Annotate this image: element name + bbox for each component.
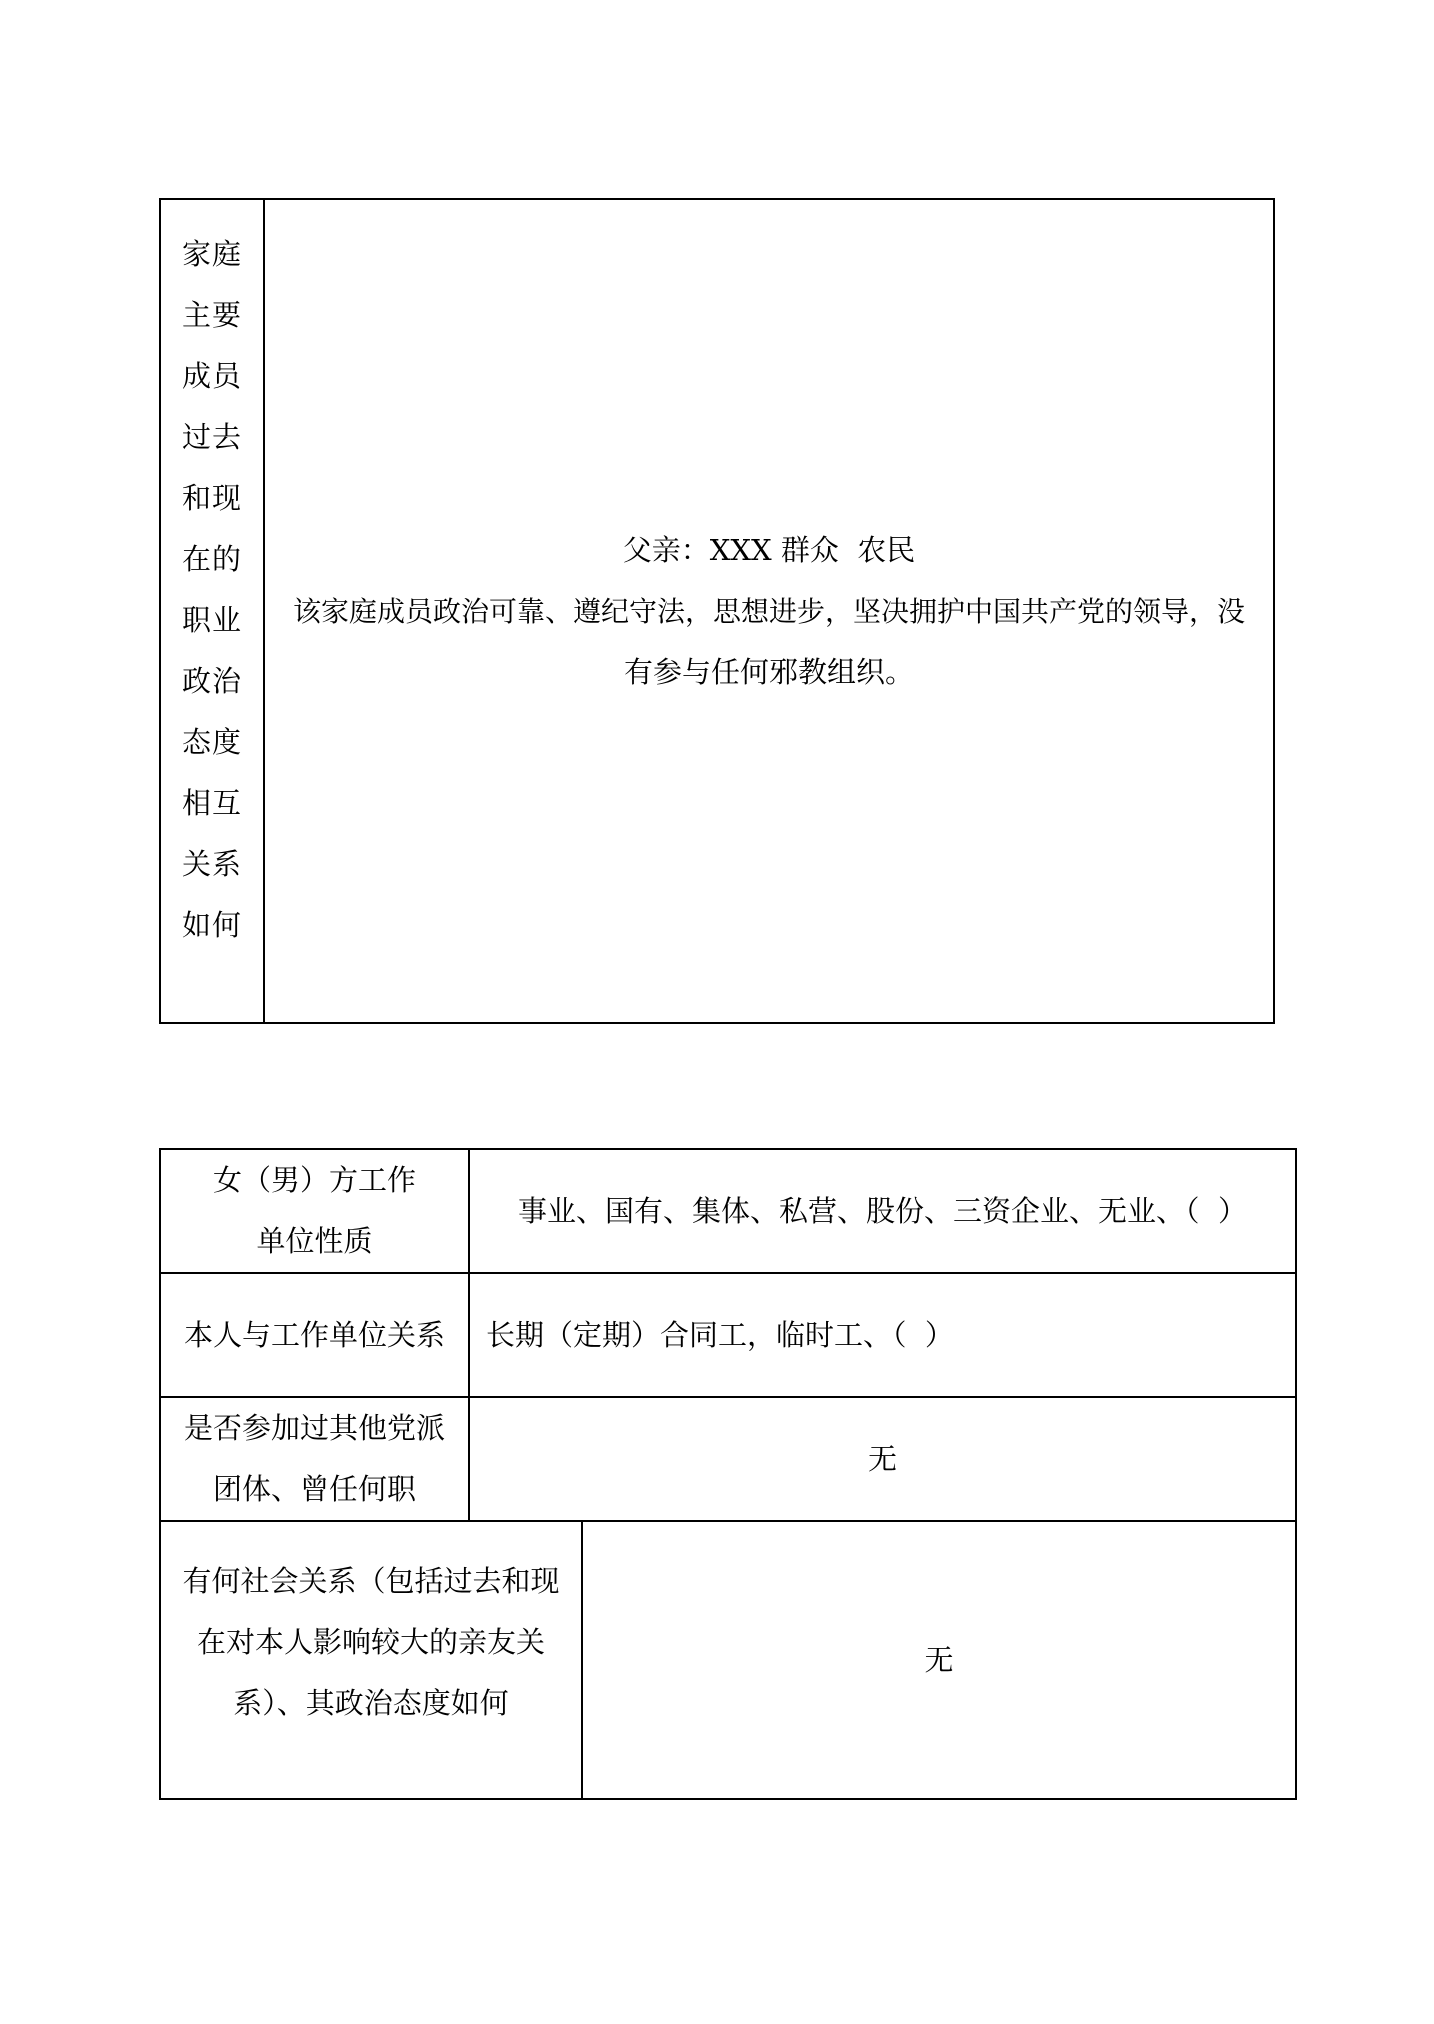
family-label-line: 和现: [181, 481, 242, 515]
family-label-line: 关系: [181, 847, 242, 881]
family-content-line-3: 有参与任何邪教组织。: [623, 654, 914, 689]
family-label-line: 过去: [181, 420, 242, 454]
work-unit-type-label: 女（男）方工作 单位性质: [212, 1163, 416, 1258]
family-label-line: 主要: [181, 298, 242, 332]
party-membership-value: 无: [867, 1441, 897, 1476]
family-table-content: [265, 200, 1273, 1022]
family-label-line: 态度: [181, 725, 242, 759]
party-membership-label: 是否参加过其他党派 团体、曾任何职: [183, 1411, 445, 1506]
family-label-line: 成员: [181, 359, 242, 393]
family-content-line-2: 该家庭成员政治可靠、遵纪守法，思想进步，坚决拥护中国共产党的领导，没: [292, 594, 1245, 628]
family-content-line-1: 父亲：XXX 群众 农民: [622, 532, 916, 567]
family-label-line: 政治: [181, 664, 242, 698]
family-table-label: [161, 220, 263, 960]
father-name: XXX: [709, 532, 772, 567]
family-label-line: 如何: [181, 908, 242, 942]
family-label-line: 在的: [181, 542, 242, 576]
family-label-line: 相互: [181, 786, 242, 820]
social-relations-value: 无: [924, 1642, 954, 1677]
family-label-line: 家庭: [181, 237, 242, 271]
social-relations-label: 有何社会关系（包括过去和现 在对本人影响较大的亲友关 系）、其政治态度如何: [182, 1563, 560, 1720]
work-relation-label: 本人与工作单位关系: [183, 1317, 445, 1352]
work-unit-type-value: 事业、国有、集体、私营、股份、三资企业、无业、（ ）: [518, 1193, 1247, 1228]
work-relation-value: 长期（定期）合同工，临时工、（ ）: [486, 1317, 954, 1352]
family-label-line: 职业: [181, 603, 242, 637]
